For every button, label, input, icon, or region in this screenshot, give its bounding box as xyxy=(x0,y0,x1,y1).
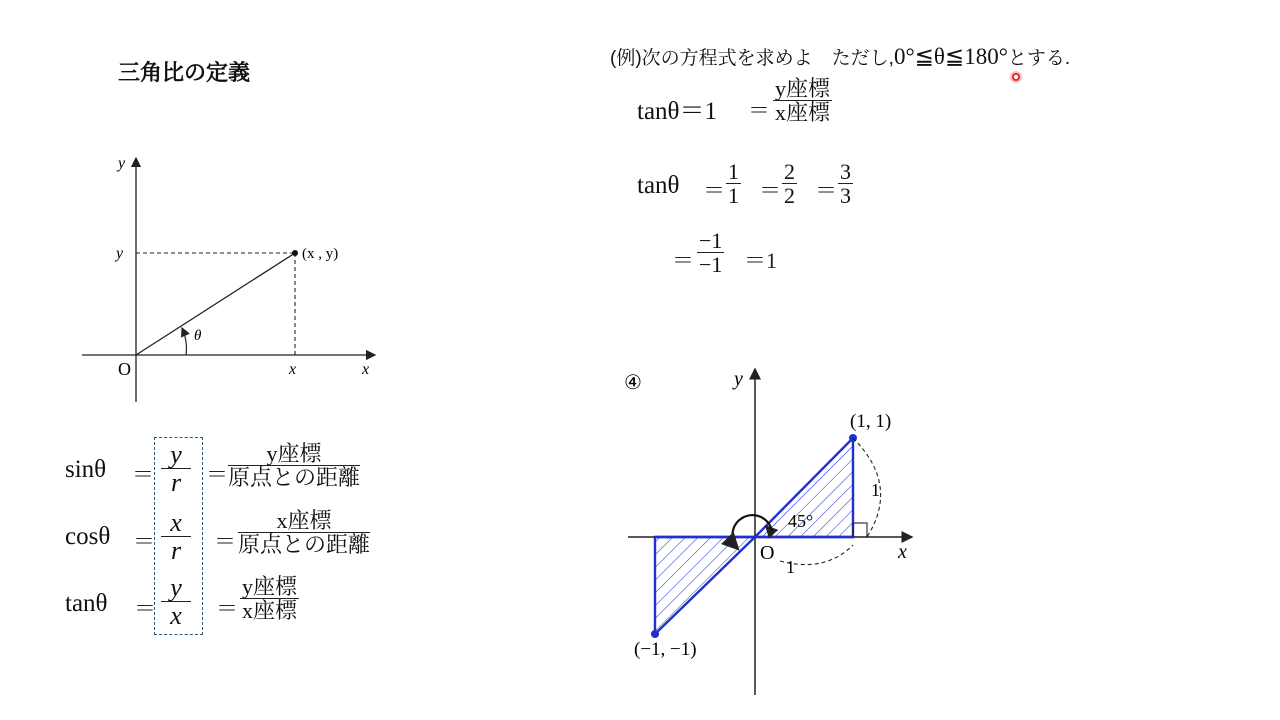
definition-diagram xyxy=(70,140,390,420)
sin-rhs-fraction xyxy=(228,442,360,490)
tan-lhs: tanθ xyxy=(65,590,108,617)
cursor-dot-icon xyxy=(1010,71,1022,83)
figure-marker: ④ xyxy=(624,372,642,394)
fraction-numerator: x xyxy=(161,509,191,537)
fraction-numerator: y座標 xyxy=(242,574,298,599)
derivation-line2-lhs: tanθ xyxy=(637,172,680,199)
fraction-denominator: x座標 xyxy=(775,100,831,126)
fraction-numerator: −1 xyxy=(699,228,723,253)
tan-eq: ＝ xyxy=(134,596,157,621)
example-label: (例)次の方程式を求めよ ただし, xyxy=(610,48,894,69)
fraction-numerator: y xyxy=(161,574,191,602)
radius-line xyxy=(136,253,295,355)
angle-label: 45° xyxy=(788,511,814,531)
fraction-denominator: 2 xyxy=(784,183,795,209)
example-statement xyxy=(610,43,1070,70)
fraction-numerator: y座標 xyxy=(775,76,831,101)
point2-label: (−1, −1) xyxy=(634,639,697,660)
x-axis-label: x xyxy=(898,541,907,563)
derivation-line2-eq1: ＝ xyxy=(703,178,726,203)
point1-label: (1, 1) xyxy=(850,411,892,432)
derivation-line3-fraction xyxy=(697,229,724,277)
x-axis-label: x xyxy=(362,361,370,378)
sin-fraction xyxy=(161,441,191,498)
point2-dot xyxy=(651,630,659,638)
sin-eq: ＝ xyxy=(132,462,155,487)
derivation-line1-lhs: tanθ＝1 xyxy=(637,98,718,125)
fraction-denominator: 1 xyxy=(728,183,739,209)
tan-fraction xyxy=(161,574,191,631)
fraction-denominator: 原点との距離 xyxy=(238,532,371,558)
fraction-denominator: 原点との距離 xyxy=(228,465,361,491)
fraction-numerator: 1 xyxy=(728,159,739,184)
derivation-line2-fraction-1 xyxy=(726,160,741,208)
derivation-line2-fraction-3 xyxy=(838,160,853,208)
fraction-denominator: x xyxy=(170,601,182,631)
point-label: (x , y) xyxy=(302,246,339,262)
cos-fraction xyxy=(161,509,191,566)
fraction-numerator: 2 xyxy=(784,159,795,184)
x-tick-label: x xyxy=(289,361,297,378)
cos-lhs: cosθ xyxy=(65,523,111,550)
derivation-line3-result: ＝1 xyxy=(744,248,778,273)
derivation-line2-fraction-2 xyxy=(782,160,797,208)
y-axis-label: y xyxy=(118,155,126,172)
cos-rhs-fraction xyxy=(238,509,370,557)
derivation-line1-fraction xyxy=(773,77,832,125)
angle-label: θ xyxy=(194,328,202,344)
side-length-label: 1 xyxy=(871,480,880,500)
example-condition: 0°≦θ≦180° xyxy=(893,44,1008,69)
origin-label: O xyxy=(118,359,131,379)
page-title: 三角比の定義 xyxy=(118,60,251,85)
cos-rhs-eq: ＝ xyxy=(214,529,237,554)
fraction-denominator: x座標 xyxy=(242,598,298,624)
origin-label: O xyxy=(760,542,775,564)
fraction-numerator: x座標 xyxy=(238,509,370,533)
cos-eq: ＝ xyxy=(133,529,156,554)
fraction-denominator: r xyxy=(170,536,182,566)
fraction-denominator: −1 xyxy=(699,252,723,278)
example-suffix: とする. xyxy=(1007,48,1071,69)
right-angle-mark xyxy=(853,523,867,537)
fraction-numerator: 3 xyxy=(840,159,851,184)
tan-rhs-fraction xyxy=(240,575,299,623)
fraction-numerator: y座標 xyxy=(228,442,360,466)
sin-lhs: sinθ xyxy=(65,456,107,483)
solution-diagram xyxy=(600,355,940,700)
base-length-label: 1 xyxy=(786,557,795,577)
fraction-numerator: y xyxy=(161,441,191,469)
tan-rhs-eq: ＝ xyxy=(216,596,239,621)
fraction-denominator: 3 xyxy=(840,183,851,209)
derivation-line2-eq2: ＝ xyxy=(759,178,782,203)
y-tick-label: y xyxy=(116,245,124,262)
triangle-third-quadrant xyxy=(655,537,755,634)
fraction-denominator: r xyxy=(170,468,182,498)
angle-arc xyxy=(182,328,186,355)
y-axis-label: y xyxy=(734,368,743,390)
derivation-line3-eq: ＝ xyxy=(672,248,695,273)
point-dot xyxy=(292,250,298,256)
derivation-line1-eq: ＝ xyxy=(748,98,771,123)
derivation-line2-eq3: ＝ xyxy=(815,178,838,203)
sin-rhs-eq: ＝ xyxy=(206,462,229,487)
